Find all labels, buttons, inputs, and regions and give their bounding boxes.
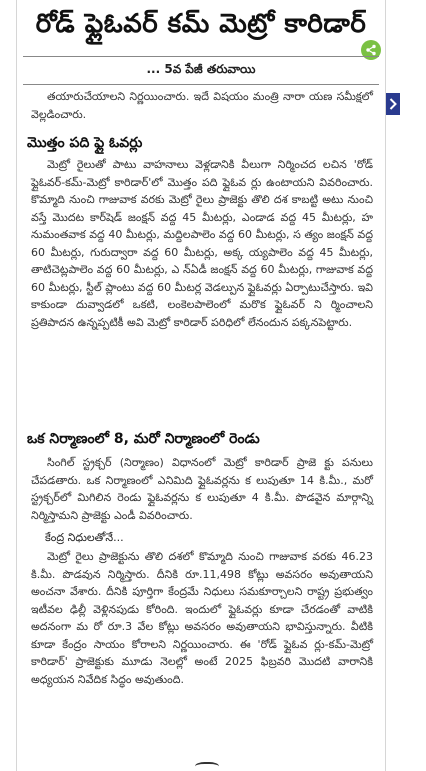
continuation-note: ... 5వ పేజీ తరువాయి <box>146 62 256 76</box>
structures-paragraph: సింగిల్ స్ట్రక్చర్ (నిర్మాణం) విధానంలో మెట్రో కారిడార్ ప్రాజె క్టు పనులు చేపడతారు. ఒక నిర్మాణంలో ఎనిమిది ఫ్లైఓవర్లను క లుపుతూ 14 కి.మీ., మరో స్ట్రక్చర్‌లో మిగిలిన రెండు ఫ్లైఓవర్లను క లుపుతూ 4 కి.మీ. పొడవైన మార్గాన్ని నిర్మిస్తామని ప్రాజెక్టు ఎండీ వివరించారు. <box>31 456 373 522</box>
share-icon <box>365 44 377 56</box>
cut-off-text <box>195 762 219 771</box>
share-button[interactable] <box>361 40 381 60</box>
central-funds-subhead: కేంద్ర నిధులతోనే... <box>45 531 124 544</box>
headline: రోడ్ ఫ్లైఓవర్ కమ్ మెట్రో కారిడార్ <box>35 9 367 39</box>
funding-paragraph: మెట్రో రైలు ప్రాజెక్టును తొలి దశలో కొమ్మాది నుంచి గాజువాక వరకు 46.23 కి.మీ. పొడవున నిర్మిస్తారు. దీనికి రూ.11,498 కోట్లు అవసరం అవుతాయని అంచనా వేశారు. దీనికి పూర్తిగా కేంద్రమే నిధులు సమకూర్చాలని రాష్ట్ర ప్రభుత్వం ఇటీవల ఢిల్లీ వెళ్లినపుడు కోరింది. ఇందులో ఫ్లైఓవర్లు కూడా చేరడంతో వాటికి అదనంగా మ రో రూ.3 వేల కోట్లు అవసరం అవుతాయని భావిస్తున్నారు. వీటికి కూడా కేంద్రం సాయం కోరాలని నిర్ణయించారు. ఈ 'రోడ్ ఫ్లైఓవ ర్లు-కమ్-మెట్రో కారిడార్' ప్రాజెక్టుకు మూడు నెలల్లో అంటే 2025 ఫిబ్రవరి మొదటి వారానికి అధ్యయన నివేదిక సిద్ధం అవుతుంది. <box>31 550 373 686</box>
divider <box>23 84 379 85</box>
section-heading-flyovers: మొత్తం పది ఫ్లై ఓవర్లు <box>27 135 143 151</box>
next-page-button[interactable] <box>386 93 400 115</box>
intro-paragraph: తయారుచేయాలని నిర్ణయించారు. ఇదే విషయం మంత్రి నారా యణ సమీక్షలో వెల్లడించారు. <box>31 90 373 121</box>
divider <box>23 56 379 57</box>
section-heading-structures: ఒక నిర్మాణంలో 8, మరో నిర్మాణంలో రెండు <box>27 431 260 447</box>
chevron-right-icon <box>389 98 397 110</box>
flyovers-paragraph: మెట్రో రైలుతో పాటు వాహనాలు వెళ్లడానికి వీలుగా నిర్మించద లచిన 'రోడ్ ఫ్లైఓవర్-కమ్-మెట్రో కారిడార్'లో మొత్తం పది ఫ్లైఓవ ర్లు ఉంటాయని వివరించారు. కొమ్మాది నుంచి గాజువాక వరకు మెట్రో రైలు ప్రాజెక్టు తొలి దశ కాబట్టి అటు నుంచి వస్తే మొదట కార్‌షెడ్ జంక్షన్ వద్ద 45 మీటర్లు, ఎండాడ వద్ద 45 మీటర్లు, హ నుమంతవాక వద్ద 40 మీటర్లు, మద్దిలపాలెం వద్ద 60 మీటర్లు, స త్యం జంక్షన్ వద్ద 60 మీటర్లు, గురుద్వారా వద్ద 60 మీటర్లు, అక్క య్యపాలెం వద్ద 45 మీటర్లు, తాటిచెట్లపాలెం వద్ద 60 మీటర్లు, ఎ న్‌ఏడీ జంక్షన్ వద్ద 60 మీటర్లు, గాజువాక వద్ద 60 మీటర్లు, స్టీల్ ప్లాంటు వద్ద 60 మీటర్ల వెడల్పున ఫ్లైఓవర్లు ఏర్పాటుచేస్తారు. ఇవి కాకుండా దువ్వాడలో ఒకటి, లంకెలపాలెంలో మరొక ఫ్లైఓవర్ ని ర్మించాలని ప్రతిపాదన ఉన్నప్పటికీ అవి మెట్రో కారిడార్ పరిధిలో లేనందున పక్కనపెట్టారు. <box>31 158 373 329</box>
article-clipping <box>16 0 386 771</box>
